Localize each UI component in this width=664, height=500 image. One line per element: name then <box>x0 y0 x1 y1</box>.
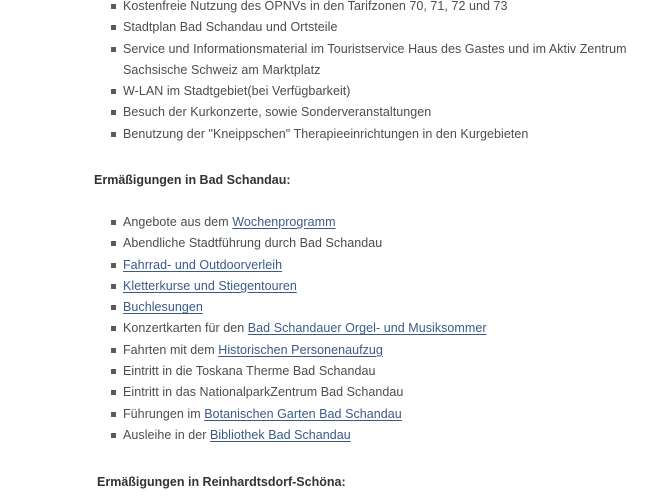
link-kletterkurse[interactable]: Kletterkurse und Stiegentouren <box>123 278 297 293</box>
link-bibliothek[interactable]: Bibliothek Bad Schandau <box>209 427 351 442</box>
list-item <box>110 425 650 446</box>
list-item-text: Angebote aus dem <box>123 215 233 229</box>
list-item-text: Benutzung der "Kneippschen" Therapieeinrichtungen in den Kurgebieten <box>123 126 529 141</box>
link-buchlesungen[interactable]: Buchlesungen <box>123 300 203 315</box>
list-item-text: Konzertkarten für den <box>123 321 248 336</box>
link-orgel-musiksommer[interactable]: Bad Schandauer Orgel- und Musiksommer <box>247 321 487 336</box>
link-botanischer-garten[interactable]: Botanischen Garten Bad Schandau <box>204 406 402 421</box>
list-item <box>110 404 650 425</box>
list-item <box>110 276 650 297</box>
list-item-text: Kostenfreie Nutzung des ÖPNVs in den Tarifzonen 70, 71, 72 und 73 <box>123 0 508 13</box>
list-item-text: W-LAN im Stadtgebiet(bei Verfügbarkeit) <box>123 84 351 99</box>
list-item-text: Eintritt in das NationalparkZentrum Bad Schandau <box>123 385 404 400</box>
discounts-list-bad-schandau <box>110 212 650 446</box>
list-item <box>110 382 650 403</box>
benefits-list <box>110 0 650 145</box>
list-item <box>110 39 650 82</box>
list-item <box>110 0 650 17</box>
list-item-text: Service und Informationsmaterial im Touristservice Haus des Gastes und im Aktiv Zentrum Sachsische Schweiz am Marktplatz <box>123 41 627 77</box>
list-item-text: Führungen im <box>123 406 205 421</box>
list-item <box>110 233 650 254</box>
list-item-text: Abendliche Stadtführung durch Bad Schandau <box>123 236 383 251</box>
link-fahrrad-outdoorverleih[interactable]: Fahrrad- und Outdoorverleih <box>123 257 283 272</box>
list-item <box>110 297 650 318</box>
section-heading-bad-schandau: Ermäßigungen in Bad Schandau: <box>94 173 291 187</box>
list-item <box>110 81 650 102</box>
section-heading-reinhardtsdorf-schoena: Ermäßigungen in Reinhardtsdorf-Schöna: <box>97 475 346 489</box>
list-item <box>110 318 650 339</box>
list-item-text: Ausleihe in der <box>123 427 210 442</box>
list-item <box>110 212 650 233</box>
list-item-text: Eintritt in die Toskana Therme Bad Schandau <box>123 364 376 379</box>
list-item <box>110 255 650 276</box>
list-item <box>110 17 650 38</box>
list-item-text: Besuch der Kurkonzerte, sowie Sonderveranstaltungen <box>123 105 432 120</box>
list-item <box>110 102 650 123</box>
link-wochenprogramm[interactable]: Wochenprogramm <box>232 215 336 229</box>
list-item-text: Stadtplan Bad Schandau und Ortsteile <box>123 20 338 35</box>
list-item-text: Fahrten mit dem <box>123 342 219 357</box>
list-item <box>110 361 650 382</box>
list-item <box>110 340 650 361</box>
list-item <box>110 124 650 145</box>
link-personenaufzug[interactable]: Historischen Personenaufzug <box>218 342 383 357</box>
